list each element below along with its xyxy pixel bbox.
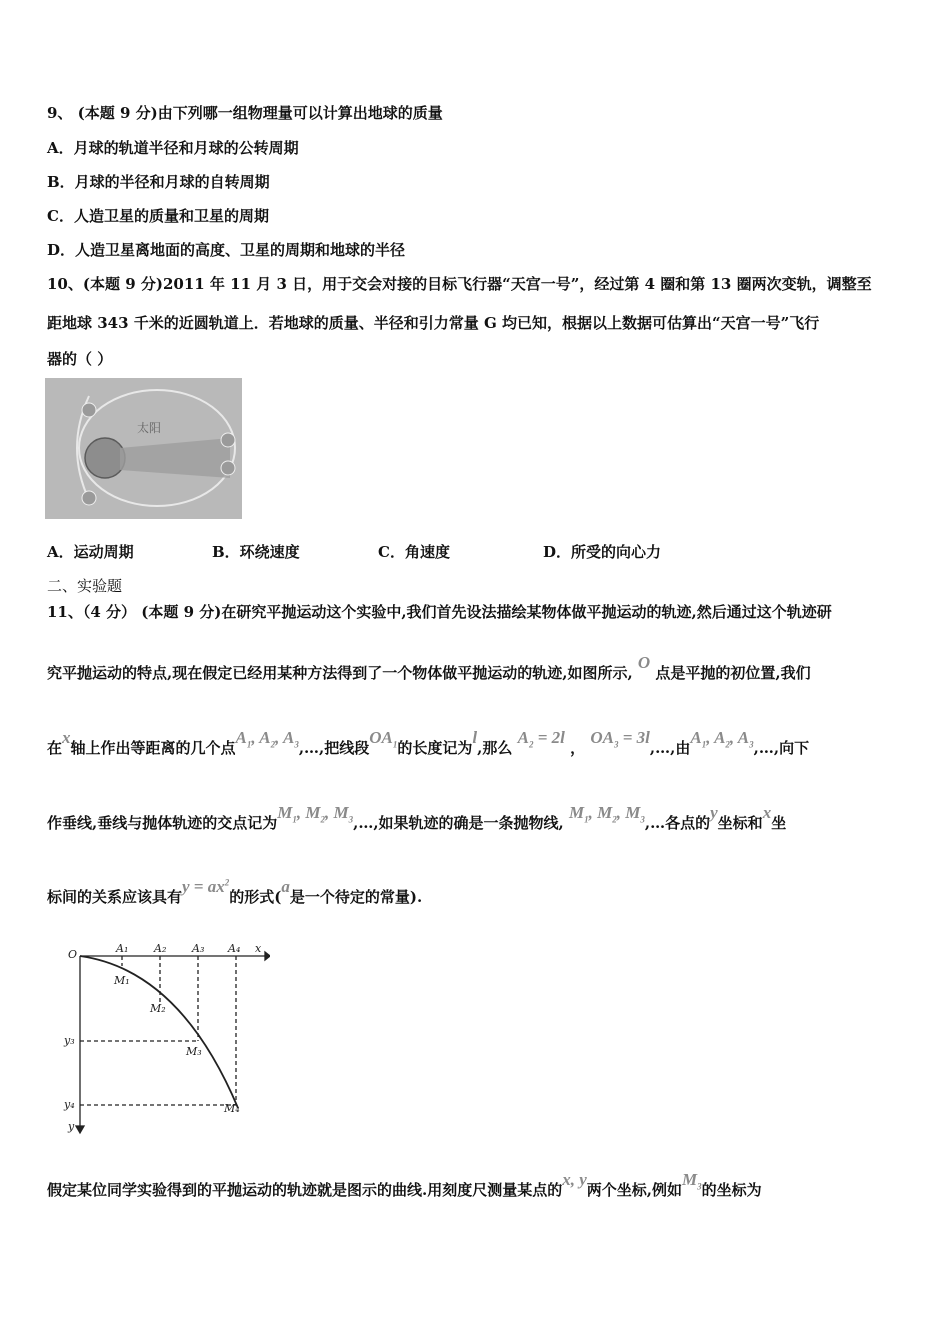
q11-line-3c: ,…,把线段	[298, 739, 370, 757]
label-a3: A₃	[192, 942, 205, 955]
photo-sun-label: 太阳	[137, 421, 162, 435]
q11-line-6	[47, 1170, 762, 1201]
trajectory-diagram	[60, 940, 270, 1135]
q11-line-4a: 作垂线,垂线与抛体轨迹的交点记为	[47, 814, 278, 832]
q11-line-2b: 点是平抛的初位置,我们	[655, 664, 811, 682]
label-a4: A₄	[228, 942, 241, 955]
q11-line-5b: 的形式(	[229, 888, 282, 906]
q11-line-1: 11、（4 分） (本题 9 分)在研究平抛运动这个实验中,我们首先设法描绘某物体做平抛运动的轨迹,然后通过这个轨迹研	[47, 603, 832, 621]
math-oa3-eq: $OA_3 = 3l$	[590, 728, 650, 750]
q11-line-4e: 坐	[771, 814, 787, 832]
math-m1m2m3-b: $M_1$, $M_2$, $M_3$	[569, 803, 645, 825]
q11-line-4c: ,…各点的	[644, 814, 711, 832]
label-y4: y₄	[64, 1098, 75, 1111]
q11-line-4b: ,…,如果轨迹的确是一条抛物线,	[353, 814, 564, 832]
label-a1: A₁	[116, 942, 129, 955]
q11-line-6b: 两个坐标,例如	[586, 1181, 683, 1199]
label-m4: M₄	[224, 1102, 240, 1115]
q9-option-b: B．月球的半径和月球的自转周期	[47, 173, 270, 191]
math-a1a2a3-b: $A_1$, $A_2$, $A_3$	[690, 728, 754, 750]
q10-option-a: A．运动周期	[47, 543, 134, 561]
math-o: O	[637, 653, 651, 672]
label-origin: O	[68, 948, 78, 961]
q11-line-3e: ,那么	[477, 739, 513, 757]
label-y3: y₃	[64, 1034, 75, 1047]
math-a: a	[281, 877, 290, 896]
section-title: 二、实验题	[47, 577, 123, 595]
q10-line-2: 距地球 343 千米的近圆轨道上．若地球的质量、半径和引力常量 G 均已知，根据以上数据可估算出“天宫一号”飞行	[47, 314, 820, 332]
math-m3: $M_3$	[682, 1170, 702, 1192]
math-y-eq-ax2: $y = ax^2$	[182, 877, 230, 896]
math-l: l	[472, 728, 478, 747]
q11-line-3g: ,…,由	[649, 739, 691, 757]
q11-line-2a: 究平抛运动的特点,现在假定已经用某种方法得到了一个物体做平抛运动的轨迹,如图所示,	[47, 664, 633, 682]
label-x: x	[255, 942, 262, 955]
satellite-right-2	[221, 461, 235, 475]
satellite-top	[82, 403, 96, 417]
satellite-bottom	[82, 491, 96, 505]
q10-option-c: C．角速度	[378, 543, 450, 561]
q11-line-6a: 假定某位同学实验得到的平抛运动的轨迹就是图示的曲线.用刻度尺测量某点的	[47, 1181, 563, 1199]
q11-line-5a: 标间的关系应该具有	[47, 888, 183, 906]
label-a2: A₂	[154, 942, 167, 955]
q11-line-4	[47, 803, 787, 834]
q10-option-b: B．环绕速度	[212, 543, 300, 561]
q11-line-5c: 是一个待定的常量).	[289, 888, 423, 906]
math-xy: x, y	[562, 1170, 587, 1189]
label-m2: M₂	[150, 1002, 166, 1015]
q11-line-3a: 在	[47, 739, 63, 757]
q10-line-3: 器的（ ）	[47, 350, 113, 368]
y-axis-arrow	[76, 1126, 84, 1133]
label-m3: M₃	[186, 1045, 202, 1058]
trajectory-curve	[80, 956, 238, 1108]
earth-circle	[85, 438, 125, 478]
math-oa1: $OA_1$	[369, 728, 398, 750]
math-m1m2m3: $M_1$, $M_2$, $M_3$	[277, 803, 354, 825]
q10-line-1: 10、(本题 9 分)2011 年 11 月 3 日，用于交会对接的目标飞行器“天宫一号”，经过第 4 圈和第 13 圈两次变轨，调整至	[47, 275, 872, 293]
q9-option-a: A．月球的轨道半径和月球的公转周期	[47, 139, 299, 157]
q11-line-3h: ,…,向下	[753, 739, 810, 757]
q9-option-d: D．人造卫星离地面的高度、卫星的周期和地球的半径	[47, 241, 406, 259]
math-x: x	[62, 728, 71, 747]
q11-line-4d: 坐标和	[717, 814, 763, 832]
label-m1: M₁	[114, 974, 130, 987]
math-x2: x	[762, 803, 772, 822]
math-y: y	[710, 803, 718, 822]
q11-line-3b: 轴上作出等距离的几个点	[70, 739, 236, 757]
math-a1a2a3: $A_1$, $A_2$, $A_3$	[235, 728, 299, 750]
orbit-photo	[45, 378, 242, 519]
satellite-right-1	[221, 433, 235, 447]
q11-line-5	[47, 877, 423, 907]
math-a2-eq: $A_2 = 2l$	[517, 728, 565, 750]
label-y: y	[68, 1120, 75, 1133]
q11-line-6c: 的坐标为	[701, 1181, 762, 1199]
q11-line-2	[47, 653, 811, 683]
q11-line-3d: 的长度记为	[397, 739, 473, 757]
q9-option-c: C．人造卫星的质量和卫星的周期	[47, 207, 269, 225]
q11-line-3	[47, 728, 810, 759]
x-axis-arrow	[265, 952, 270, 960]
q9-stem: 9、 (本题 9 分)由下列哪一组物理量可以计算出地球的质量	[47, 104, 443, 122]
q10-option-d: D．所受的向心力	[543, 543, 662, 561]
q11-line-3f: ，	[570, 739, 586, 757]
